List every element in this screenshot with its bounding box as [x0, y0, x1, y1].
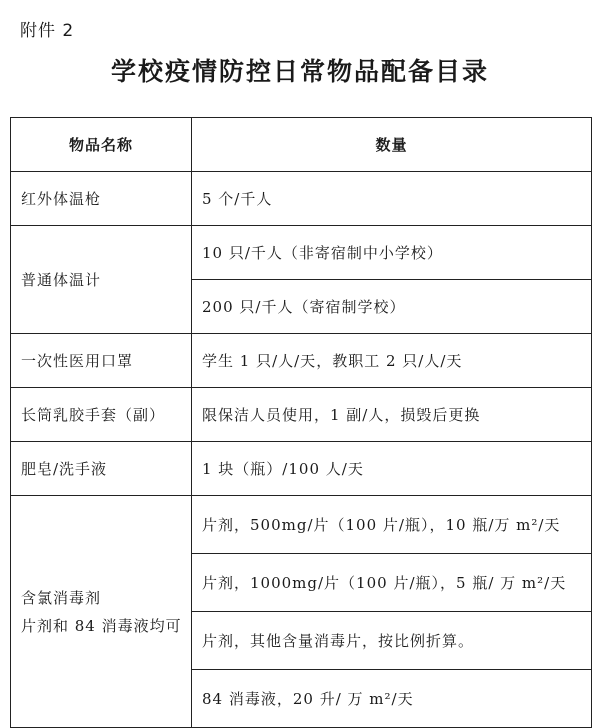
- item-quantity: 10 只/千人（非寄宿制中小学校）: [192, 226, 592, 280]
- item-name: 长筒乳胶手套（副）: [11, 388, 192, 442]
- table-row: [11, 334, 592, 388]
- attachment-label: 附件 2: [20, 21, 75, 41]
- table-row: [11, 442, 592, 496]
- table-row: [11, 172, 592, 226]
- item-quantity: 限保洁人员使用，1 副/人，损毁后更换: [192, 388, 592, 442]
- page-title: 学校疫情防控日常物品配备目录: [110, 57, 489, 86]
- item-name-line: 片剂和 84 消毒液均可: [21, 616, 182, 635]
- supplies-table: [10, 117, 592, 728]
- header-item-name: 物品名称: [11, 118, 192, 172]
- item-name: 一次性医用口罩: [11, 334, 192, 388]
- item-quantity: 学生 1 只/人/天，教职工 2 只/人/天: [192, 334, 592, 388]
- item-quantity: 84 消毒液，20 升/ 万 m²/天: [192, 670, 592, 728]
- item-name: 普通体温计: [11, 226, 192, 334]
- item-name: 肥皂/洗手液: [11, 442, 192, 496]
- table-header-row: [11, 118, 592, 172]
- item-quantity: 片剂，1000mg/片（100 片/瓶），5 瓶/ 万 m²/天: [192, 554, 592, 612]
- header-quantity: 数量: [192, 118, 592, 172]
- item-name: 红外体温枪: [11, 172, 192, 226]
- table-row: [11, 226, 592, 280]
- table-row: [11, 388, 592, 442]
- item-quantity: 片剂，其他含量消毒片，按比例折算。: [192, 612, 592, 670]
- item-name-line: 含氯消毒剂: [21, 588, 102, 607]
- table-row: [11, 496, 592, 554]
- item-name: [11, 496, 192, 728]
- item-quantity: 1 块（瓶）/100 人/天: [192, 442, 592, 496]
- item-quantity: 片剂，500mg/片（100 片/瓶），10 瓶/万 m²/天: [192, 496, 592, 554]
- item-quantity: 200 只/千人（寄宿制学校）: [192, 280, 592, 334]
- item-quantity: 5 个/千人: [192, 172, 592, 226]
